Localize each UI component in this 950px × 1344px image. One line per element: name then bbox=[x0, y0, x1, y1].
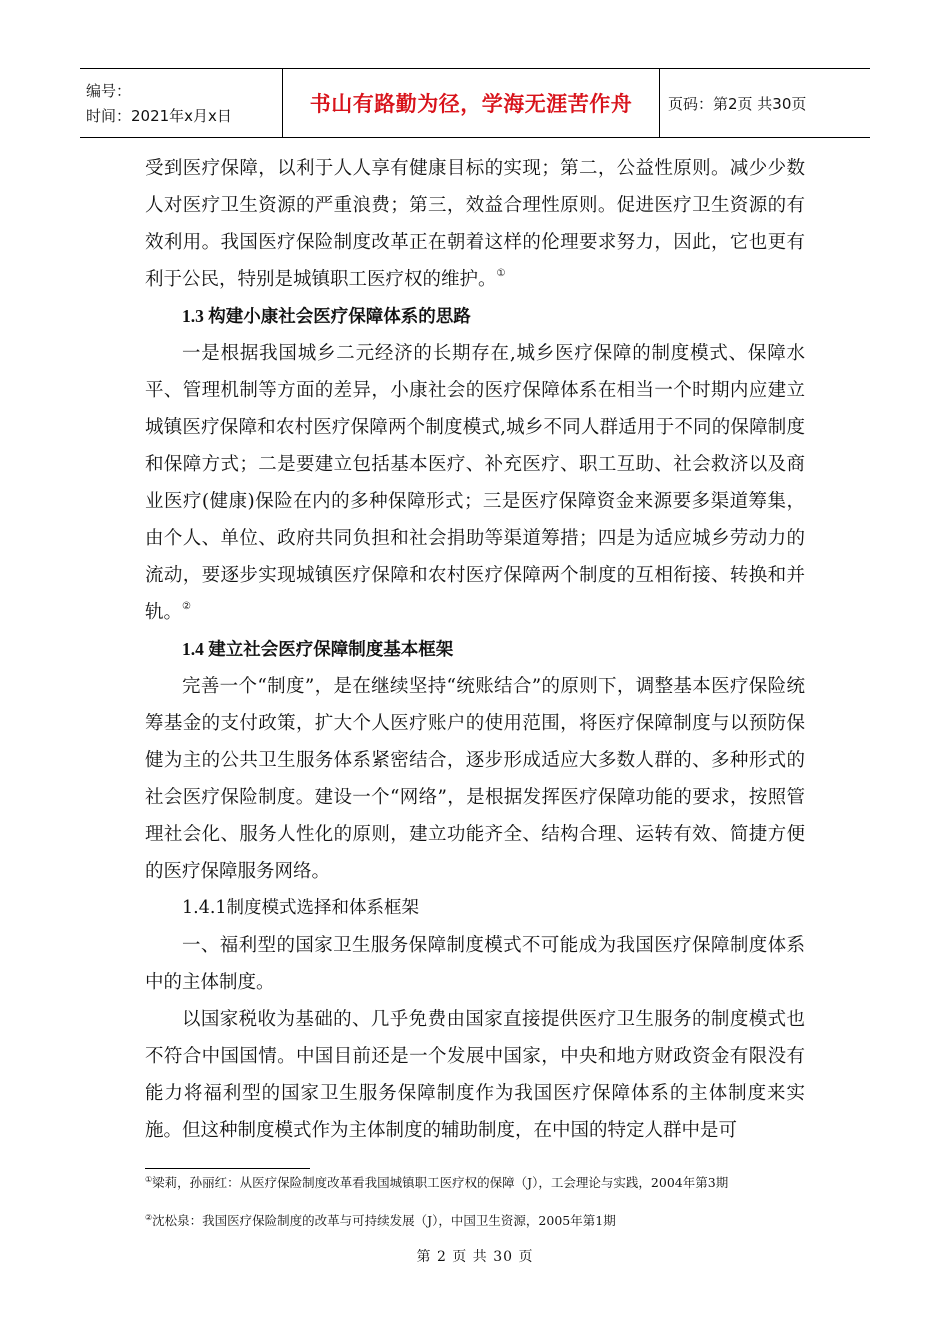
paragraph-1: 受到医疗保障，以利于人人享有健康目标的实现；第二，公益性原则。减少少数人对医疗卫生资源的严重浪费；第三，效益合理性原则。促进医疗卫生资源的有效利用。我国医疗保险制度改革正在朝着这样的伦理要求努力，因此，它也更有利于公民，特别是城镇职工医疗权的维护。① bbox=[145, 158, 805, 290]
paragraph-5: 以国家税收为基础的、几乎免费由国家直接提供医疗卫生服务的制度模式也不符合中国国情。中国目前还是一个发展中国家，中央和地方财政资金有限没有能力将福利型的国家卫生服务保障制度作为我国医疗保障体系的主体制度来实施。但这种制度模式作为主体制度的辅助制度，在中国的特定人群中是可 bbox=[145, 1009, 805, 1141]
subsection-heading-1-4-1: 1.4.1制度模式选择和体系框架 bbox=[182, 898, 420, 918]
section-heading-1-3: 1.3 构建小康社会医疗保障体系的思路 bbox=[182, 306, 471, 326]
page-footer: 第 2 页 共 30 页 bbox=[416, 1249, 534, 1265]
paragraph-2: 一是根据我国城乡二元经济的长期存在,城乡医疗保障的制度模式、保障水平、管理机制等方面的差异，小康社会的医疗保障体系在相当一个时期内应建立城镇医疗保障和农村医疗保障两个制度模式,城乡不同人群适用于不同的保障制度和保障方式；二是要建立包括基本医疗、补充医疗、职工互助、社会救济以及商业医疗(健康)保险在内的多种保障形式；三是医疗保障资金来源要多渠道筹集，由个人、单位、政府共同负担和社会捐助等渠道筹措；四是为适应城乡劳动力的流动，要逐步实现城镇医疗保障和农村医疗保障两个制度的互相衔接、转换和并轨。② bbox=[145, 343, 805, 623]
section-heading-1-4: 1.4 建立社会医疗保障制度基本框架 bbox=[182, 639, 454, 659]
document-body bbox=[145, 150, 805, 1149]
number-label: 编号： bbox=[86, 82, 132, 100]
header-meta bbox=[80, 69, 282, 137]
footnote-ref-2: ② bbox=[182, 601, 191, 612]
page-header bbox=[80, 68, 870, 138]
footnote-separator bbox=[145, 1168, 310, 1169]
footnote-2: ②沈松泉：我国医疗保险制度的改革与可持续发展（J），中国卫生资源，2005年第1期 bbox=[145, 1213, 616, 1228]
header-page-info: 页码：第2页 共30页 bbox=[668, 94, 807, 113]
date-label: 时间：2021年x月x日 bbox=[86, 107, 232, 125]
header-motto: 书山有路勤为径，学海无涯苦作舟 bbox=[282, 69, 660, 137]
paragraph-3: 完善一个“制度”，是在继续坚持“统账结合”的原则下，调整基本医疗保险统筹基金的支付政策，扩大个人医疗账户的使用范围，将医疗保障制度与以预防保健为主的公共卫生服务体系紧密结合，逐步形成适应大多数人群的、多种形式的社会医疗保险制度。建设一个“网络”，是根据发挥医疗保障功能的要求，按照管理社会化、服务人性化的原则，建立功能齐全、结构合理、运转有效、简捷方便的医疗保障服务网络。 bbox=[145, 676, 805, 882]
footnote-ref-1: ① bbox=[496, 268, 506, 279]
paragraph-4: 一、福利型的国家卫生服务保障制度模式不可能成为我国医疗保障制度体系中的主体制度。 bbox=[145, 935, 805, 993]
footnote-1: ①梁莉，孙丽红：从医疗保险制度改革看我国城镇职工医疗权的保障（J），工会理论与实践，2004年第3期 bbox=[145, 1175, 729, 1190]
